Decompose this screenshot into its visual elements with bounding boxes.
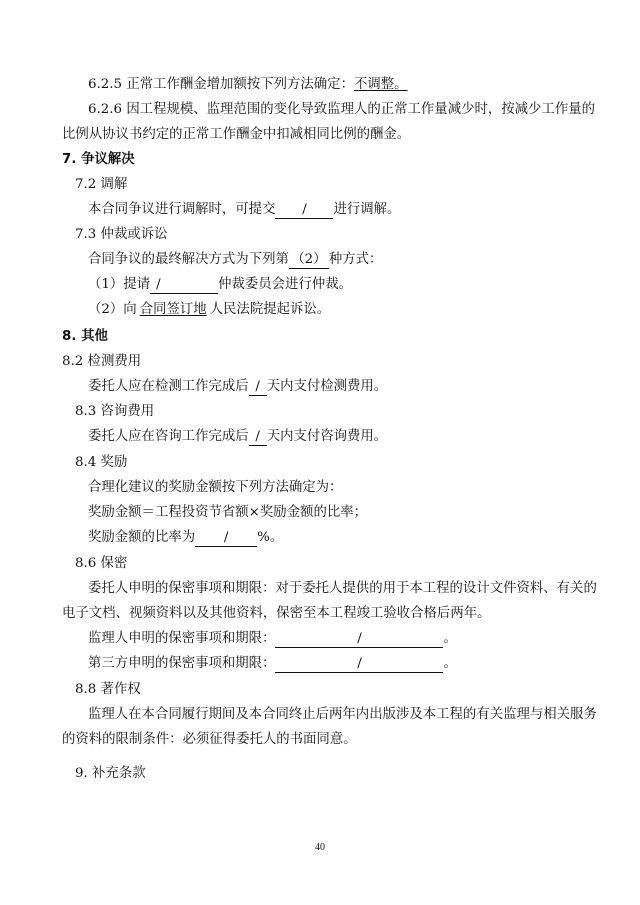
clause-6-2-6-line1: 6.2.6 因工程规模、监理范围的变化导致监理人的正常工作量减少时，按减少工作量的 — [88, 102, 595, 117]
text: 人民法院提起诉讼。 — [209, 302, 331, 317]
fill-blank: / — [275, 631, 443, 648]
text: 种方式： — [328, 252, 383, 267]
fill-blank: / — [249, 429, 267, 446]
text: 天内支付咨询费用。 — [266, 429, 388, 444]
clause-text: 6.2.5 正常工作酬金增加额按下列方法确定： — [88, 77, 354, 92]
text: 仲裁委员会进行仲裁。 — [218, 277, 352, 292]
clause-8-6-line3 — [88, 630, 457, 648]
clause-7-2-text — [88, 201, 400, 219]
text: 奖励金额的比率为 — [88, 530, 196, 545]
text: （2）向 — [88, 302, 137, 317]
subsection-8-4: 8.4 奖励 — [75, 455, 128, 470]
text: 委托人应在检测工作完成后 — [88, 379, 249, 394]
option-1 — [88, 276, 352, 294]
text: 合同争议的最终解决方式为下列第 — [88, 252, 289, 267]
clause-8-4-line1: 合理化建议的奖励金额按下列方法确定为： — [88, 480, 343, 495]
page-number: 40 — [315, 842, 325, 853]
clause-8-8-line2: 的资料的限制条件：必须征得委托人的书面同意。 — [62, 732, 357, 747]
clause-8-8-line1: 监理人在本合同履行期间及本合同终止后两年内出版涉及本工程的有关监理与相关服务 — [88, 707, 597, 722]
text: 。 — [443, 656, 457, 671]
clause-8-6-line1: 委托人申明的保密事项和期限：对于委托人提供的用于本工程的设计文件资料、有关的 — [88, 581, 597, 596]
fill-blank: 合同签订地 — [139, 302, 207, 317]
clause-8-2-text — [88, 378, 387, 396]
clause-value: 不调整。 — [353, 77, 408, 92]
fill-blank: （2） — [289, 252, 329, 269]
text: 委托人应在咨询工作完成后 — [88, 429, 249, 444]
subsection-8-6: 8.6 保密 — [75, 556, 128, 571]
text: %。 — [257, 530, 284, 545]
clause-8-3-text — [88, 428, 387, 446]
clause-7-3-text — [88, 251, 382, 269]
text: 。 — [443, 631, 457, 646]
fill-blank: / — [275, 202, 333, 219]
subsection-8-8: 8.8 著作权 — [75, 682, 141, 697]
subsection-7-2: 7.2 调解 — [75, 177, 128, 192]
clause-8-6-line2: 电子文档、视频资料以及其他资料，保密至本工程竣工验收合格后两年。 — [62, 606, 491, 621]
clause-6-2-6-line2: 比例从协议书约定的正常工作酬金中扣减相同比例的酬金。 — [62, 127, 411, 142]
text: 监理人申明的保密事项和期限： — [88, 631, 276, 646]
text: 本合同争议进行调解时，可提交 — [88, 202, 276, 217]
section-8-heading: 8. 其他 — [62, 329, 108, 344]
section-9-heading: 9. 补充条款 — [75, 766, 146, 781]
text: 天内支付检测费用。 — [266, 379, 388, 394]
fill-blank: / — [249, 379, 267, 396]
subsection-8-2: 8.2 检测费用 — [62, 354, 142, 369]
subsection-8-3: 8.3 咨询费用 — [75, 404, 155, 419]
clause-8-4-line2: 奖励金额＝工程投资节省额×奖励金额的比率； — [88, 505, 368, 520]
fill-blank: / — [150, 277, 218, 294]
subsection-7-3: 7.3 仲裁或诉讼 — [75, 227, 168, 242]
fill-blank: / — [275, 656, 443, 673]
clause-6-2-5 — [88, 76, 408, 94]
section-7-heading: 7. 争议解决 — [62, 152, 135, 167]
text: （1）提请 — [88, 277, 151, 292]
text: 进行调解。 — [333, 202, 401, 217]
clause-8-6-line4 — [88, 655, 457, 673]
option-2 — [88, 301, 330, 319]
clause-8-4-line3 — [88, 529, 283, 547]
fill-blank: / — [195, 530, 257, 547]
text: 第三方申明的保密事项和期限： — [88, 656, 276, 671]
